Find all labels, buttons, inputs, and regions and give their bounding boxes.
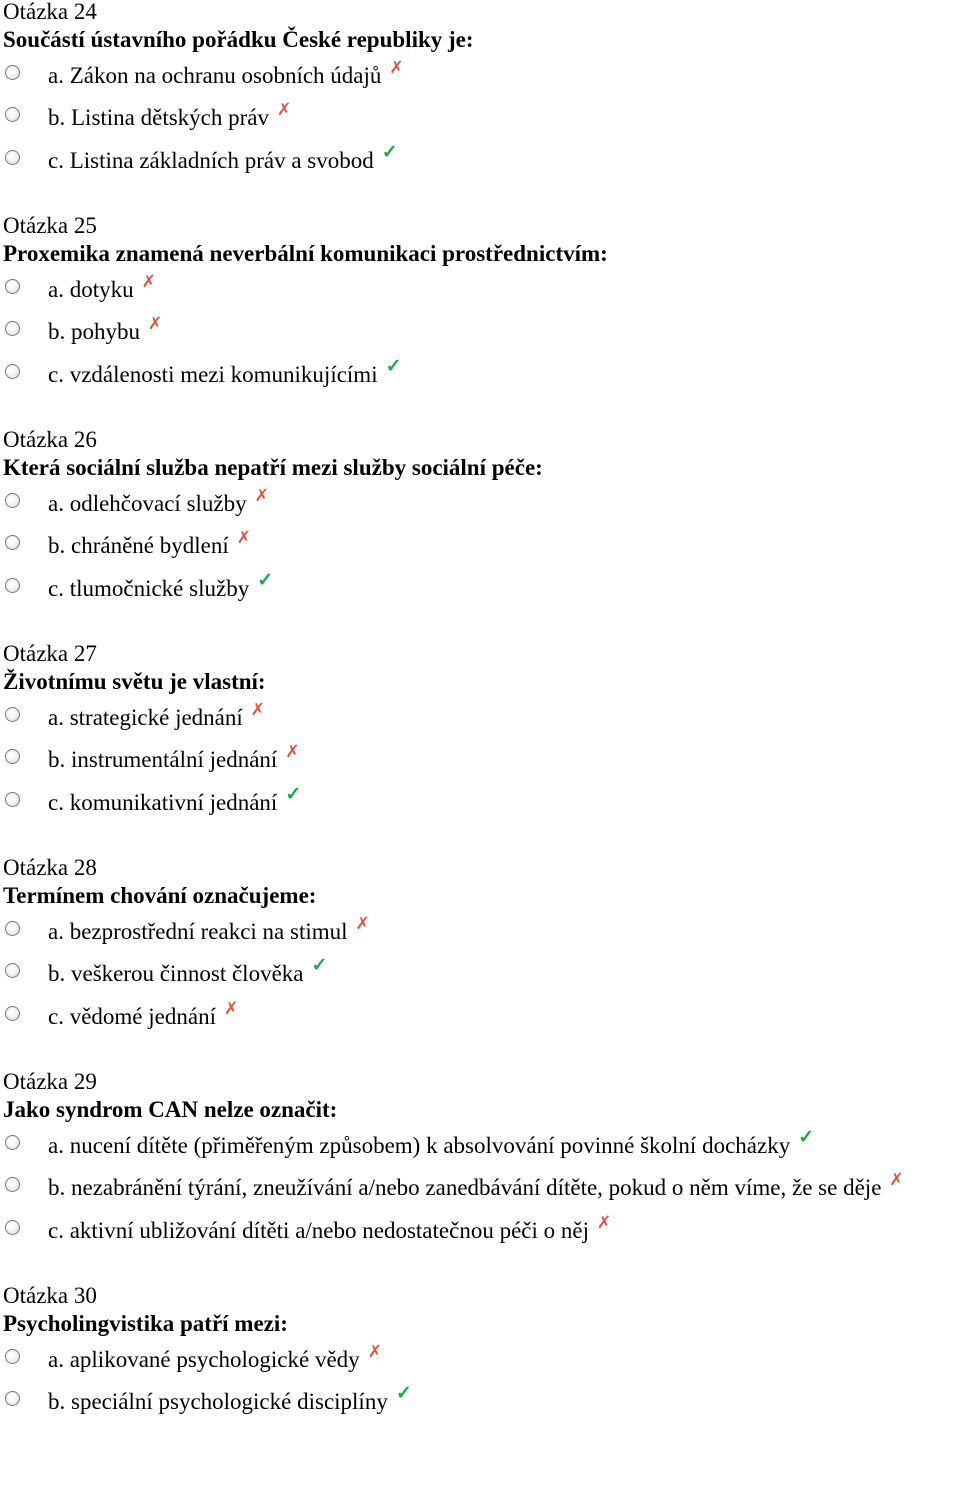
answer-option[interactable]: [0, 914, 960, 949]
radio-button-icon[interactable]: [5, 364, 20, 379]
question-block: [0, 0, 960, 214]
answer-text: c. vědomé jednání: [48, 1004, 216, 1029]
answer-option[interactable]: [0, 1127, 960, 1163]
radio-button-icon[interactable]: [5, 1006, 20, 1021]
radio-button-icon[interactable]: [5, 1349, 20, 1364]
check-icon: ✓: [285, 784, 302, 805]
answer-text: b. chráněné bydlení: [48, 533, 229, 558]
question-number: Otázka 25: [3, 213, 97, 238]
cross-icon: ✗: [277, 100, 292, 119]
answer-text: a. dotyku: [48, 277, 134, 302]
answer-text: b. veškerou činnost člověka: [48, 961, 304, 986]
radio-button-icon[interactable]: [5, 963, 20, 978]
question-number: Otázka 24: [3, 0, 97, 24]
cross-icon: ✗: [250, 700, 266, 719]
radio-button-icon[interactable]: [5, 279, 20, 294]
question-block: [0, 1070, 960, 1284]
answer-text: b. pohybu: [48, 319, 140, 344]
question-text: Která sociální služba nepatří mezi služby sociální péče:: [3, 455, 543, 480]
question-text: Psycholingvistika patří mezi:: [3, 1311, 288, 1336]
cross-icon: ✗: [223, 999, 239, 1018]
cross-icon: ✗: [596, 1213, 612, 1232]
answer-text: a. nucení dítěte (přiměřeným způsobem) k absolvování povinné školní docházky: [48, 1133, 791, 1158]
cross-icon: ✗: [367, 1342, 382, 1361]
cross-icon: ✗: [889, 1170, 904, 1189]
answer-label: [48, 914, 370, 945]
question-number: Otázka 27: [3, 641, 97, 666]
answer-text: a. aplikované psychologické vědy: [48, 1347, 360, 1372]
question-text: Proxemika znamená neverbální komunikaci prostřednictvím:: [3, 241, 608, 266]
answer-label: [48, 100, 292, 131]
answer-label: [48, 1383, 412, 1415]
question-text: Součástí ústavního pořádku České republiky je:: [3, 27, 474, 52]
answer-label: [48, 356, 402, 388]
radio-button-icon[interactable]: [5, 792, 20, 807]
answer-label: [48, 742, 300, 773]
question-text: Termínem chování označujeme:: [3, 883, 317, 908]
answer-text: a. odlehčovací služby: [48, 491, 247, 516]
answer-option[interactable]: [0, 742, 960, 777]
answer-option[interactable]: [0, 784, 960, 820]
answer-option[interactable]: [0, 700, 960, 735]
check-icon: ✓: [311, 955, 328, 976]
answer-option[interactable]: [0, 272, 960, 307]
radio-button-icon[interactable]: [5, 535, 20, 550]
question-number: Otázka 30: [3, 1283, 97, 1308]
answer-label: [48, 1342, 382, 1373]
radio-button-icon[interactable]: [5, 1177, 20, 1192]
answer-text: b. Listina dětských práv: [48, 105, 270, 130]
answer-label: [48, 314, 163, 345]
answer-option[interactable]: [0, 356, 960, 392]
question-number: Otázka 26: [3, 427, 97, 452]
check-icon: ✓: [257, 570, 274, 591]
question-text: Životnímu světu je vlastní:: [3, 669, 266, 694]
check-icon: ✓: [381, 142, 398, 163]
answer-text: c. komunikativní jednání: [48, 790, 278, 815]
question-block: [0, 642, 960, 856]
answer-text: b. instrumentální jednání: [48, 747, 278, 772]
radio-button-icon[interactable]: [5, 493, 20, 508]
check-icon: ✓: [798, 1127, 815, 1148]
answer-text: c. Listina základních práv a svobod: [48, 148, 374, 173]
answer-text: c. tlumočnické služby: [48, 576, 250, 601]
cross-icon: ✗: [254, 486, 269, 505]
radio-button-icon[interactable]: [5, 150, 20, 165]
answer-text: b. speciální psychologické disciplíny: [48, 1389, 388, 1414]
answer-text: b. nezabránění týrání, zneužívání a/nebo zanedbávání dítěte, pokud o něm víme, že se děje: [48, 1175, 882, 1200]
radio-button-icon[interactable]: [5, 1220, 20, 1235]
answer-option[interactable]: [0, 314, 960, 349]
radio-button-icon[interactable]: [5, 321, 20, 336]
answer-text: a. strategické jednání: [48, 705, 243, 730]
question-block: [0, 428, 960, 642]
radio-button-icon[interactable]: [5, 107, 20, 122]
answer-label: [48, 955, 328, 987]
answer-label: [48, 700, 266, 731]
answer-option[interactable]: [0, 142, 960, 178]
answer-label: [48, 486, 269, 517]
answer-option[interactable]: [0, 999, 960, 1034]
answer-label: [48, 1213, 612, 1244]
answer-label: [48, 142, 398, 174]
radio-button-icon[interactable]: [5, 707, 20, 722]
cross-icon: ✗: [148, 314, 163, 333]
answer-option[interactable]: [0, 58, 960, 93]
question-block: [0, 856, 960, 1070]
answer-option[interactable]: [0, 1383, 960, 1419]
cross-icon: ✗: [141, 272, 156, 291]
answer-option[interactable]: [0, 100, 960, 135]
answer-text: a. bezprostřední reakci na stimul: [48, 919, 348, 944]
answer-label: [48, 570, 274, 602]
radio-button-icon[interactable]: [5, 749, 20, 764]
answer-label: [48, 784, 302, 816]
question-text: Jako syndrom CAN nelze označit:: [3, 1097, 338, 1122]
answer-option[interactable]: [0, 1213, 960, 1248]
cross-icon: ✗: [389, 58, 404, 77]
answer-label: [48, 528, 251, 559]
answer-option[interactable]: [0, 570, 960, 606]
answer-label: [48, 1127, 815, 1159]
answer-option[interactable]: [0, 955, 960, 991]
answer-label: [48, 1170, 904, 1201]
radio-button-icon[interactable]: [5, 65, 20, 80]
answer-option[interactable]: [0, 1170, 960, 1205]
radio-button-icon[interactable]: [5, 921, 20, 936]
answer-label: [48, 999, 239, 1030]
radio-button-icon[interactable]: [5, 1135, 20, 1150]
answer-option[interactable]: [0, 1342, 960, 1377]
cross-icon: ✗: [236, 528, 251, 547]
cross-icon: ✗: [355, 914, 370, 933]
answer-option[interactable]: [0, 486, 960, 521]
answer-text: c. vzdálenosti mezi komunikujícími: [48, 362, 378, 387]
answer-label: [48, 272, 156, 303]
question-number: Otázka 29: [3, 1069, 97, 1094]
radio-button-icon[interactable]: [5, 1391, 20, 1406]
check-icon: ✓: [385, 356, 402, 377]
answer-text: c. aktivní ubližování dítěti a/nebo nedostatečnou péči o něj: [48, 1218, 589, 1243]
question-block: [0, 214, 960, 428]
radio-button-icon[interactable]: [5, 578, 20, 593]
question-block: [0, 1284, 960, 1498]
answer-label: [48, 58, 404, 89]
answer-option[interactable]: [0, 528, 960, 563]
check-icon: ✓: [395, 1383, 412, 1404]
question-number: Otázka 28: [3, 855, 97, 880]
cross-icon: ✗: [285, 742, 300, 761]
answer-text: a. Zákon na ochranu osobních údajů: [48, 63, 382, 88]
